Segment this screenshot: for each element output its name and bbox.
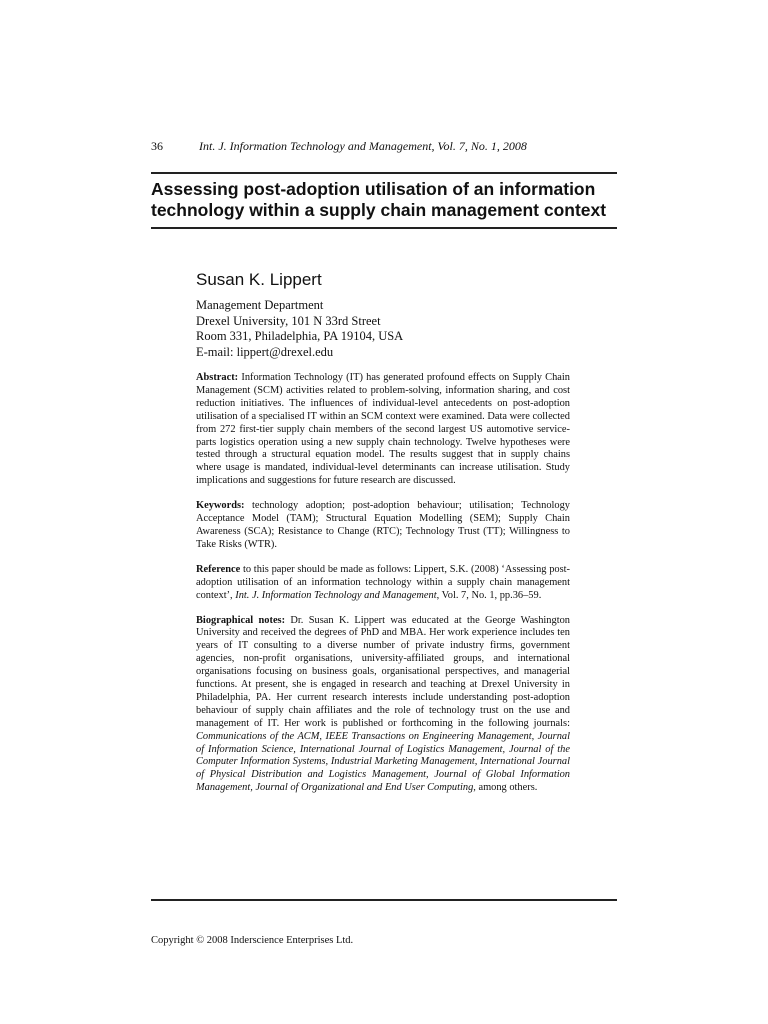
affiliation-line: Room 331, Philadelphia, PA 19104, USA [196,329,404,343]
affiliation-line: Drexel University, 101 N 33rd Street [196,313,381,328]
author-email: E-mail: lippert@drexel.edu [196,344,334,359]
reference-journal: Int. J. Information Technology and Management [235,589,437,601]
page-number: 36 [151,139,163,153]
affiliation-line: Management Department [196,298,324,312]
footer-divider [151,899,617,901]
bio-end: , among others. [473,782,538,794]
abstract-text: Information Technology (IT) has generated profound effects on Supply Chain Management (SCM) activities related to problem-solving, information sharing, and cost reduction initiatives. The influences of individual-level antecedents on post-adoption utilisation of a specialised IT within an SCM context were examined. Data were collected from 272 first-tier supply chain members of the second largest US automotive service-parts logistics operation using a new supply chain technology. Twelve hypotheses were tested through a structural equation model. The results suggest that in supply chains where usage is mandated, individual-level determinants can increase utilisation. Study implications and suggestions for future research are discussed. [196,372,570,487]
bio-label: Biographical notes: [196,614,286,626]
running-header [151,138,571,154]
abstract [196,372,570,488]
front-matter-body [196,372,570,807]
reference-text: to this paper should be made as follows: Lippert, S.K. (2008) ‘Assessing post-adoption utilisation of an information technology within a supply chain management context’, [196,563,570,601]
bio-journals: Communications of the ACM, IEEE Transactions on Engineering Management, Journal of Information Science, International Journal of Logistics Management, Journal of the Computer Information Systems, Industrial Marketing Management, International Journal of Physical Distribution and Logistics Management, Journal of Global Information Management, Journal of Organizational and End User Computing [196,730,570,794]
keywords [196,500,570,552]
author-name: Susan K. Lippert [196,270,322,289]
reference-label: Reference [196,563,241,575]
abstract-label: Abstract: [196,372,239,383]
title-block [151,172,617,229]
journal-citation: Int. J. Information Technology and Management, Vol. 7, No. 1, 2008 [199,139,527,153]
bio-text: Dr. Susan K. Lippert was educated at the George Washington University and received the degrees of PhD and MBA. Her work experience includes ten years of IT consulting to a diverse number of private industry firms, government agencies, non-profit organisations, university-affiliated groups, and international organisations focusing on business goals, organisational perspectives, and managerial functions. At present, she is engaged in research and teaching at Drexel University in Philadelphia, PA. Her current research interests include understanding post-adoption behaviour of supply chain affiliates and the role of technology trust on the use and management of IT. Her work is published or forthcoming in the following journals: [196,614,570,729]
reference-volume: , Vol. 7, No. 1, pp.36–59. [436,589,542,601]
biographical-notes [196,615,570,796]
reference [196,564,570,603]
keywords-text: technology adoption; post-adoption behaviour; utilisation; Technology Acceptance Model (TAM); Structural Equation Modelling (SEM); Supply Chain Awareness (SCA); Resistance to Change (RTC); Technology Trust (TT); Willingness to Take Risks (WTR). [196,500,570,550]
author-affiliation [196,298,576,360]
keywords-label: Keywords: [196,500,245,512]
copyright-notice: Copyright © 2008 Inderscience Enterprises Ltd. [151,935,354,946]
paper-title: Assessing post-adoption utilisation of an information technology within a supply chain management context [151,179,607,220]
